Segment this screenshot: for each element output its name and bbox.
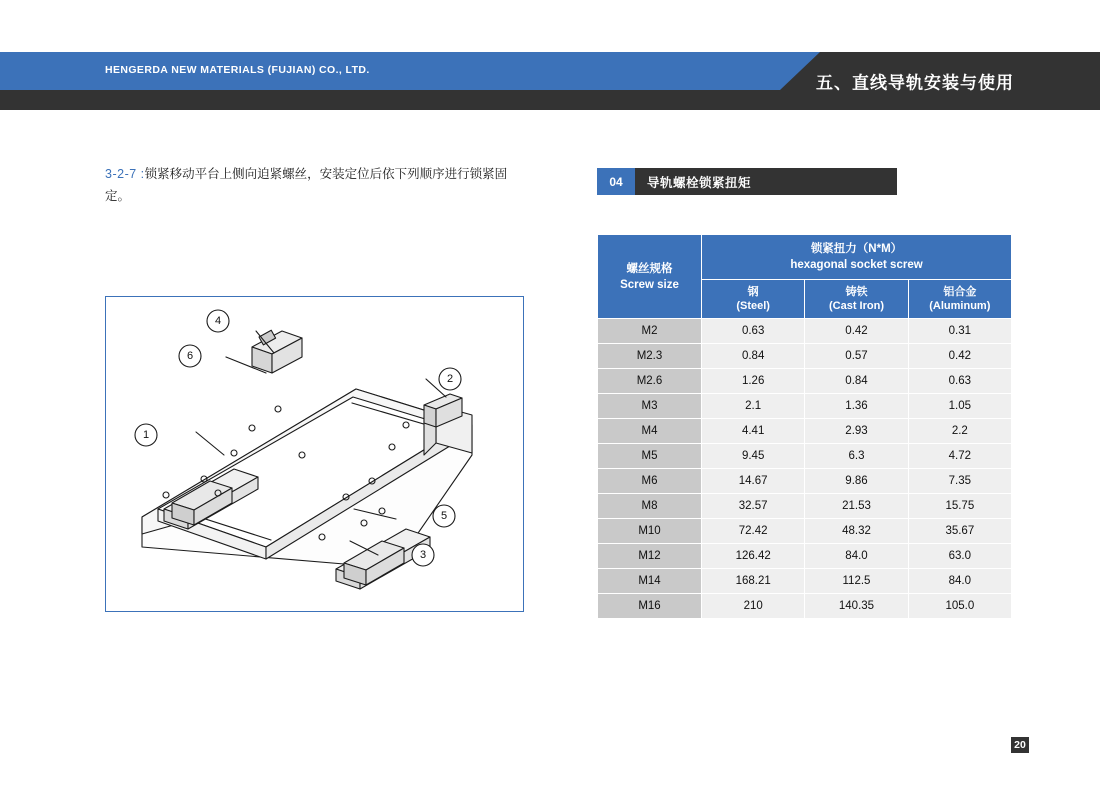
table-row xyxy=(598,519,1012,544)
cell-size: M8 xyxy=(598,494,702,519)
cell-cast-iron: 0.57 xyxy=(805,344,908,369)
col-header-steel-en: (Steel) xyxy=(736,300,770,312)
section-number: 04 xyxy=(597,168,635,195)
cell-size: M16 xyxy=(598,594,702,619)
cell-aluminum: 63.0 xyxy=(908,544,1011,569)
section-title: 导轨螺栓锁紧扭矩 xyxy=(647,175,752,190)
cell-cast-iron: 21.53 xyxy=(805,494,908,519)
cell-aluminum: 84.0 xyxy=(908,569,1011,594)
cell-aluminum: 0.42 xyxy=(908,344,1011,369)
cell-aluminum: 7.35 xyxy=(908,469,1011,494)
cell-steel: 14.67 xyxy=(702,469,805,494)
col-header-aluminum-en: (Aluminum) xyxy=(929,300,991,312)
cell-steel: 9.45 xyxy=(702,444,805,469)
col-header-aluminum-cn: 铝合金 xyxy=(943,286,977,298)
table-header-row-1 xyxy=(598,235,1012,280)
cell-cast-iron: 2.93 xyxy=(805,419,908,444)
cell-steel: 0.63 xyxy=(702,319,805,344)
col-header-cast-iron-cn: 铸铁 xyxy=(845,286,868,298)
page-header xyxy=(0,52,1100,110)
col-header-screw-size xyxy=(598,235,702,319)
table-row xyxy=(598,344,1012,369)
cell-steel: 210 xyxy=(702,594,805,619)
cell-size: M12 xyxy=(598,544,702,569)
col-header-cast-iron-en: (Cast Iron) xyxy=(828,300,884,312)
cell-size: M10 xyxy=(598,519,702,544)
cell-aluminum: 4.72 xyxy=(908,444,1011,469)
cell-cast-iron: 9.86 xyxy=(805,469,908,494)
callout-label-3: 3 xyxy=(419,549,427,561)
company-name: HENGERDA NEW MATERIALS (FUJIAN) CO., LTD. xyxy=(105,64,370,76)
table-row xyxy=(598,394,1012,419)
cell-aluminum: 0.63 xyxy=(908,369,1011,394)
cell-cast-iron: 84.0 xyxy=(805,544,908,569)
cell-size: M14 xyxy=(598,569,702,594)
table-row xyxy=(598,444,1012,469)
table-row xyxy=(598,594,1012,619)
table-row xyxy=(598,419,1012,444)
cell-cast-iron: 1.36 xyxy=(805,394,908,419)
cell-size: M6 xyxy=(598,469,702,494)
callout-label-2: 2 xyxy=(446,373,454,385)
col-header-steel-cn: 钢 xyxy=(747,286,759,298)
cell-size: M2 xyxy=(598,319,702,344)
assembly-figure xyxy=(105,296,524,612)
cell-size: M3 xyxy=(598,394,702,419)
col-header-torque-en: hexagonal socket screw xyxy=(790,259,923,271)
cell-cast-iron: 140.35 xyxy=(805,594,908,619)
instruction-note-code: 3-2-7 : xyxy=(105,167,145,181)
table-row xyxy=(598,369,1012,394)
table-row xyxy=(598,494,1012,519)
cell-cast-iron: 0.84 xyxy=(805,369,908,394)
cell-size: M2.3 xyxy=(598,344,702,369)
cell-steel: 126.42 xyxy=(702,544,805,569)
table-row xyxy=(598,319,1012,344)
col-header-screw-size-cn: 螺丝规格 xyxy=(626,262,673,275)
col-header-aluminum xyxy=(908,280,1011,319)
instruction-note-text: 锁紧移动平台上侧向迫紧螺丝，安装定位后依下列顺序进行锁紧固定。 xyxy=(105,167,508,203)
table-row xyxy=(598,569,1012,594)
table-row xyxy=(598,469,1012,494)
table-row xyxy=(598,544,1012,569)
col-header-cast-iron xyxy=(805,280,908,319)
callout-label-6: 6 xyxy=(186,350,194,362)
cell-aluminum: 1.05 xyxy=(908,394,1011,419)
cell-aluminum: 35.67 xyxy=(908,519,1011,544)
torque-table xyxy=(597,234,1012,619)
cell-cast-iron: 48.32 xyxy=(805,519,908,544)
col-header-torque-cn: 锁紧扭力（N*M） xyxy=(810,243,903,255)
cell-steel: 4.41 xyxy=(702,419,805,444)
cell-steel: 2.1 xyxy=(702,394,805,419)
assembly-diagram-svg xyxy=(106,297,521,609)
cell-steel: 72.42 xyxy=(702,519,805,544)
section-header xyxy=(597,168,897,195)
cell-steel: 168.21 xyxy=(702,569,805,594)
cell-steel: 0.84 xyxy=(702,344,805,369)
table-body xyxy=(598,319,1012,619)
cell-cast-iron: 112.5 xyxy=(805,569,908,594)
cell-steel: 1.26 xyxy=(702,369,805,394)
col-header-torque-group xyxy=(702,235,1012,280)
callout-label-5: 5 xyxy=(440,510,448,522)
col-header-screw-size-en: Screw size xyxy=(620,278,679,291)
cell-cast-iron: 6.3 xyxy=(805,444,908,469)
callout-label-1: 1 xyxy=(142,429,150,441)
page-number: 20 xyxy=(1011,737,1029,753)
cell-size: M5 xyxy=(598,444,702,469)
cell-aluminum: 2.2 xyxy=(908,419,1011,444)
instruction-note xyxy=(105,163,525,207)
cell-aluminum: 0.31 xyxy=(908,319,1011,344)
callout-label-4: 4 xyxy=(214,315,222,327)
cell-cast-iron: 0.42 xyxy=(805,319,908,344)
cell-aluminum: 105.0 xyxy=(908,594,1011,619)
chapter-title: 五、直线导轨安装与使用 xyxy=(816,73,1014,93)
cell-size: M2.6 xyxy=(598,369,702,394)
cell-size: M4 xyxy=(598,419,702,444)
cell-aluminum: 15.75 xyxy=(908,494,1011,519)
col-header-steel xyxy=(702,280,805,319)
cell-steel: 32.57 xyxy=(702,494,805,519)
